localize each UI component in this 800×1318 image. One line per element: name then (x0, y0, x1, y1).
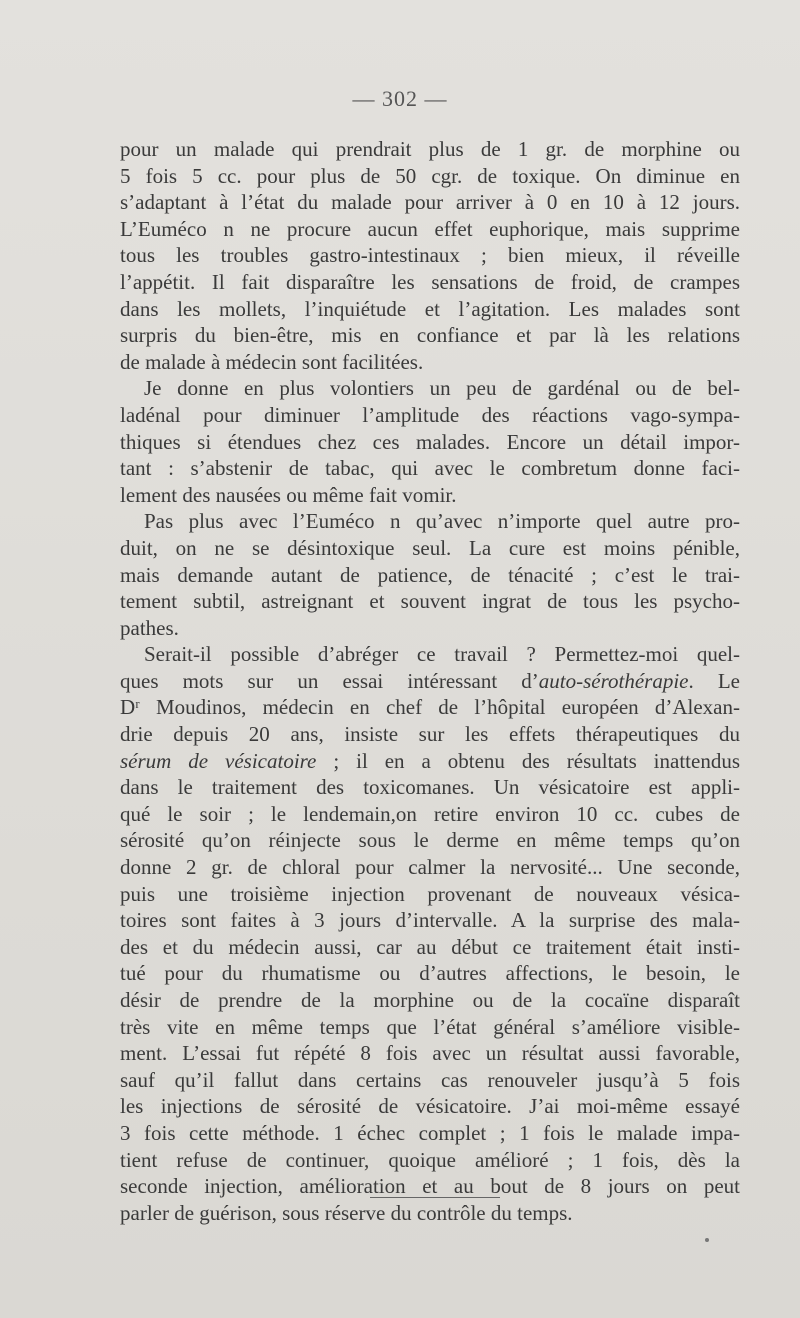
italic-term: auto-sérothérapie (538, 668, 689, 693)
text-line: les injections de sérosité de vésicatoire. J’ai moi-même essayé (120, 1094, 740, 1119)
text-line: drie depuis 20 ans, insiste sur les effets thérapeutiques du (120, 722, 740, 747)
paper-speck (705, 1238, 709, 1242)
text-line: sérosité qu’on réinjecte sous le derme en même temps qu’on (120, 828, 740, 853)
text-line: sauf qu’il fallut dans certains cas renouveler jusqu’à 5 fois (120, 1067, 740, 1092)
text-span: ques mots sur un essai intéressant d’ (120, 668, 539, 693)
text-line: qué le soir ; le lendemain,on retire environ 10 cc. cubes de (120, 801, 740, 826)
text-line: Pas plus avec l’Euméco n qu’avec n’importe quel autre pro- (144, 509, 740, 534)
text-line: surpris du bien-être, mis en confiance et par là les relations (120, 323, 740, 348)
text-line: s’adaptant à l’état du malade pour arriver à 0 en 10 à 12 jours. (120, 190, 740, 215)
text-line: tant : s’abstenir de tabac, qui avec le combretum donne faci- (120, 456, 740, 481)
text-line: de malade à médecin sont facilitées. (120, 349, 424, 374)
text-line: Dʳ Moudinos, médecin en chef de l’hôpital européen d’Alexan- (120, 695, 740, 720)
text-line: dans le traitement des toxicomanes. Un vésicatoire est appli- (120, 775, 740, 800)
text-line: puis une troisième injection provenant de nouveaux vésica- (120, 881, 740, 906)
text-line (120, 668, 740, 695)
text-line: pathes. (120, 615, 179, 640)
text-line: tué pour du rhumatisme ou d’autres affections, le besoin, le (120, 961, 740, 986)
text-line: parler de guérison, sous réserve du contrôle du temps. (120, 1200, 573, 1225)
text-line: désir de prendre de la morphine ou de la cocaïne disparaît (120, 988, 740, 1012)
text-line: toires sont faites à 3 jours d’intervalle. A la surprise des mala- (120, 908, 740, 933)
text-line: thiques si étendues chez ces malades. Encore un détail impor- (120, 429, 740, 454)
text-line: des et du médecin aussi, car au début ce traitement était insti- (120, 934, 740, 959)
text-line: pour un malade qui prendrait plus de 1 gr. de morphine ou (120, 137, 740, 161)
text-line: Serait-il possible d’abréger ce travail ? Permettez-moi quel- (144, 642, 740, 667)
text-line: 3 fois cette méthode. 1 échec complet ; 1 fois le malade impa- (120, 1120, 740, 1145)
text-line: lement des nausées ou même fait vomir. (120, 482, 457, 507)
text-line: l’appétit. Il fait disparaître les sensations de froid, de crampes (120, 269, 740, 294)
text-line: seconde injection, amélioration et au bout de 8 jours on peut (120, 1174, 740, 1199)
text-line: mais demande autant de patience, de ténacité ; c’est le trai- (120, 562, 740, 587)
text-line: 5 fois 5 cc. pour plus de 50 cgr. de toxique. On diminue en (120, 163, 740, 188)
body-text (120, 136, 740, 1226)
text-span: ; il en a obtenu des résultats inattendus (316, 748, 740, 773)
page-number: — 302 — (352, 86, 448, 111)
text-line: ment. L’essai fut répété 8 fois avec un résultat aussi favorable, (120, 1041, 740, 1066)
closing-rule (370, 1197, 500, 1198)
text-line: Je donne en plus volontiers un peu de gardénal ou de bel- (144, 376, 740, 401)
text-line (120, 748, 740, 775)
text-line: tous les troubles gastro-intestinaux ; bien mieux, il réveille (120, 243, 740, 268)
text-line: tient refuse de continuer, quoique amélioré ; 1 fois, dès la (120, 1147, 740, 1172)
text-line: L’Euméco n ne procure aucun effet euphorique, mais supprime (120, 216, 740, 241)
text-line: ladénal pour diminuer l’amplitude des réactions vago-sympa- (120, 402, 740, 427)
text-line: très vite en même temps que l’état général s’améliore visible- (120, 1014, 740, 1039)
text-line: tement subtil, astreignant et souvent ingrat de tous les psycho- (120, 589, 740, 614)
text-line: duit, on ne se désintoxique seul. La cure est moins pénible, (120, 535, 740, 560)
text-span: . Le (688, 668, 740, 693)
text-line: dans les mollets, l’inquiétude et l’agitation. Les malades sont (120, 296, 740, 321)
text-line: donne 2 gr. de chloral pour calmer la nervosité... Une seconde, (120, 855, 740, 880)
italic-term: sérum de vésicatoire (120, 748, 317, 773)
